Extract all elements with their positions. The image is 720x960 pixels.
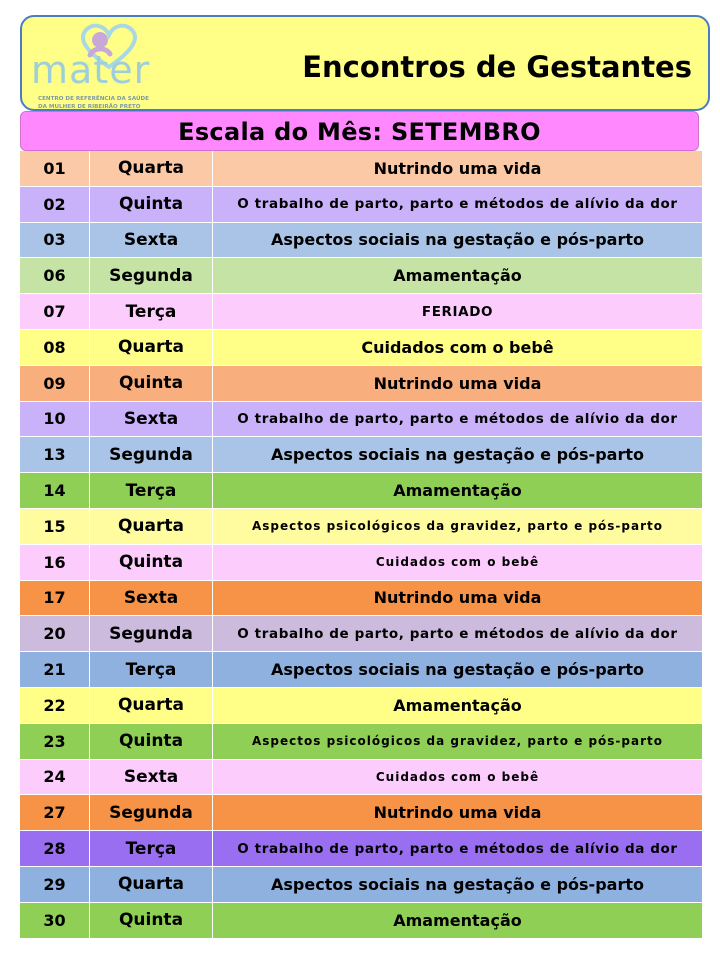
topic-cell: Amamentação bbox=[393, 481, 522, 501]
day-cell: 17 bbox=[20, 581, 90, 616]
day-cell: 08 bbox=[20, 330, 90, 365]
weekday-cell: Quarta bbox=[90, 688, 213, 723]
table-row bbox=[20, 151, 702, 187]
table-row bbox=[20, 437, 702, 473]
day-cell: 28 bbox=[20, 831, 90, 866]
weekday-cell: Segunda bbox=[90, 258, 213, 293]
table-row bbox=[20, 223, 702, 259]
weekday-cell: Quarta bbox=[90, 330, 213, 365]
topic-cell: Amamentação bbox=[393, 695, 522, 715]
day-cell: 20 bbox=[20, 616, 90, 651]
weekday-cell: Segunda bbox=[90, 795, 213, 830]
day-cell: 10 bbox=[20, 402, 90, 437]
month-title: Escala do Mês: SETEMBRO bbox=[178, 118, 541, 146]
table-row bbox=[20, 688, 702, 724]
day-cell: 14 bbox=[20, 473, 90, 508]
schedule-table bbox=[20, 151, 702, 939]
weekday-cell: Segunda bbox=[90, 616, 213, 651]
weekday-cell: Quarta bbox=[90, 151, 213, 186]
weekday-cell: Terça bbox=[90, 294, 213, 329]
weekday-cell: Sexta bbox=[90, 760, 213, 795]
day-cell: 13 bbox=[20, 437, 90, 472]
day-cell: 23 bbox=[20, 724, 90, 759]
weekday-cell: Quinta bbox=[90, 724, 213, 759]
topic-cell: Amamentação bbox=[393, 910, 522, 930]
topic-cell: FERIADO bbox=[421, 303, 494, 320]
weekday-cell: Quinta bbox=[90, 545, 213, 580]
mater-logo bbox=[26, 21, 191, 113]
topic-cell: Aspectos sociais na gestação e pós-parto bbox=[271, 230, 644, 250]
topic-cell: Amamentação bbox=[393, 266, 522, 286]
topic-cell: Aspectos psicológicos da gravidez, parto e pós-parto bbox=[252, 519, 663, 534]
table-row bbox=[20, 867, 702, 903]
day-cell: 15 bbox=[20, 509, 90, 544]
topic-cell: Cuidados com o bebê bbox=[361, 337, 554, 357]
day-cell: 07 bbox=[20, 294, 90, 329]
weekday-cell: Terça bbox=[90, 831, 213, 866]
weekday-cell: Sexta bbox=[90, 581, 213, 616]
day-cell: 22 bbox=[20, 688, 90, 723]
weekday-cell: Sexta bbox=[90, 402, 213, 437]
weekday-cell: Terça bbox=[90, 473, 213, 508]
topic-cell: Nutrindo uma vida bbox=[373, 588, 542, 608]
topic-cell: O trabalho de parto, parto e métodos de alívio da dor bbox=[237, 625, 678, 642]
table-row bbox=[20, 652, 702, 688]
table-row bbox=[20, 903, 702, 939]
table-row bbox=[20, 509, 702, 545]
table-row bbox=[20, 402, 702, 438]
day-cell: 24 bbox=[20, 760, 90, 795]
weekday-cell: Quarta bbox=[90, 509, 213, 544]
weekday-cell: Quinta bbox=[90, 366, 213, 401]
month-title-bar bbox=[20, 111, 699, 151]
weekday-cell: Sexta bbox=[90, 223, 213, 258]
day-cell: 09 bbox=[20, 366, 90, 401]
topic-cell: Nutrindo uma vida bbox=[373, 158, 542, 178]
day-cell: 27 bbox=[20, 795, 90, 830]
day-cell: 02 bbox=[20, 187, 90, 222]
day-cell: 06 bbox=[20, 258, 90, 293]
table-row bbox=[20, 795, 702, 831]
table-row bbox=[20, 724, 702, 760]
table-row bbox=[20, 330, 702, 366]
topic-cell: Aspectos sociais na gestação e pós-parto bbox=[271, 874, 644, 894]
day-cell: 21 bbox=[20, 652, 90, 687]
logo-wordmark: mater bbox=[31, 48, 151, 92]
weekday-cell: Quinta bbox=[90, 187, 213, 222]
topic-cell: Nutrindo uma vida bbox=[373, 373, 542, 393]
table-row bbox=[20, 581, 702, 617]
day-cell: 03 bbox=[20, 223, 90, 258]
topic-cell: Cuidados com o bebê bbox=[375, 555, 540, 570]
day-cell: 29 bbox=[20, 867, 90, 902]
table-row bbox=[20, 616, 702, 652]
table-row bbox=[20, 187, 702, 223]
weekday-cell: Quinta bbox=[90, 903, 213, 938]
day-cell: 16 bbox=[20, 545, 90, 580]
page-title: Encontros de Gestantes bbox=[302, 50, 692, 84]
table-row bbox=[20, 294, 702, 330]
table-row bbox=[20, 473, 702, 509]
logo-subtitle-line1: CENTRO DE REFERÊNCIA DA SAÚDE bbox=[38, 96, 150, 102]
topic-cell: O trabalho de parto, parto e métodos de alívio da dor bbox=[237, 410, 678, 427]
topic-cell: Aspectos sociais na gestação e pós-parto bbox=[271, 660, 644, 680]
table-row bbox=[20, 831, 702, 867]
topic-cell: O trabalho de parto, parto e métodos de alívio da dor bbox=[237, 840, 678, 857]
table-row bbox=[20, 258, 702, 294]
day-cell: 01 bbox=[20, 151, 90, 186]
table-row bbox=[20, 760, 702, 796]
topic-cell: O trabalho de parto, parto e métodos de alívio da dor bbox=[237, 196, 678, 213]
day-cell: 30 bbox=[20, 903, 90, 938]
weekday-cell: Segunda bbox=[90, 437, 213, 472]
weekday-cell: Terça bbox=[90, 652, 213, 687]
table-row bbox=[20, 366, 702, 402]
header-banner bbox=[20, 15, 710, 111]
topic-cell: Cuidados com o bebê bbox=[375, 769, 540, 784]
topic-cell: Aspectos sociais na gestação e pós-parto bbox=[271, 445, 644, 465]
topic-cell: Aspectos psicológicos da gravidez, parto e pós-parto bbox=[252, 734, 663, 749]
topic-cell: Nutrindo uma vida bbox=[373, 803, 542, 823]
logo-subtitle-line2: DA MULHER DE RIBEIRÃO PRETO bbox=[38, 104, 141, 110]
weekday-cell: Quarta bbox=[90, 867, 213, 902]
table-row bbox=[20, 545, 702, 581]
